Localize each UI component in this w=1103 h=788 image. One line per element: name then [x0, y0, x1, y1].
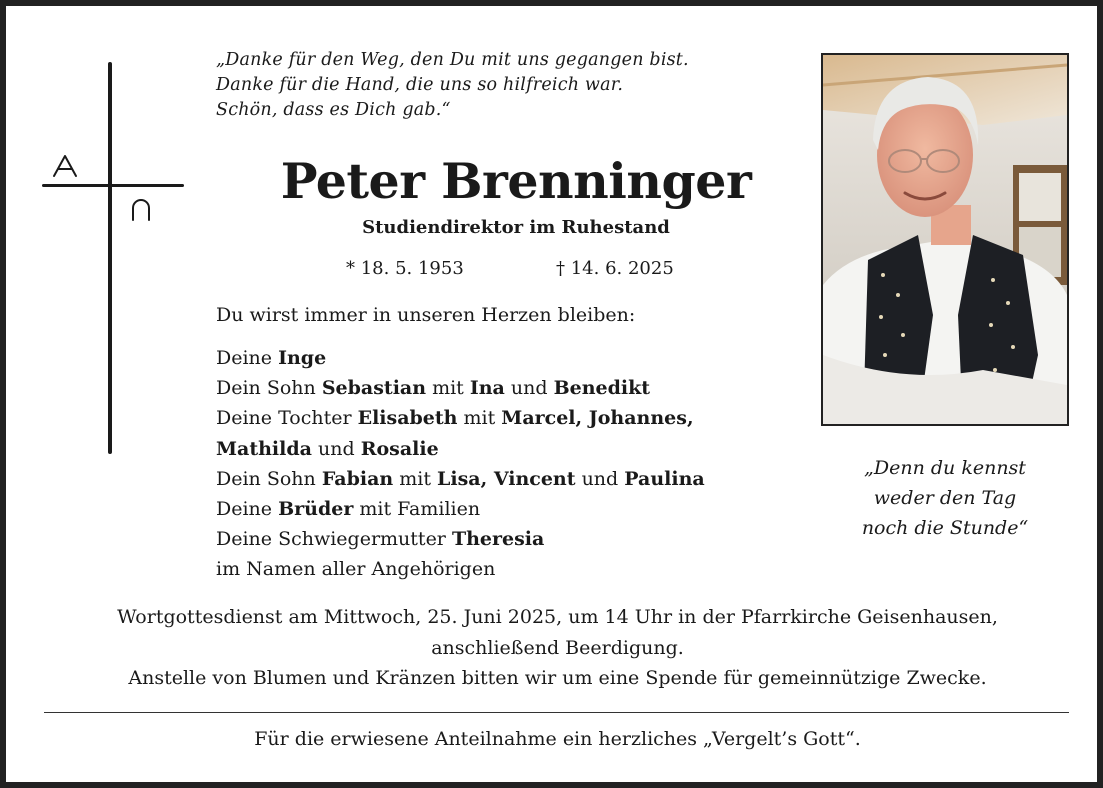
side-quote-line: „Denn du kennst	[864, 457, 1026, 479]
mourner-text: mit	[457, 407, 502, 430]
quote-line: Schön, dass es Dich gab.“	[216, 100, 451, 120]
portrait-image	[823, 55, 1067, 424]
mourner-text: mit	[393, 467, 438, 490]
mourners-intro: Du wirst immer in unseren Herzen bleiben:	[216, 304, 636, 326]
thanks-line: Für die erwiesene Anteilnahme ein herzliches „Vergelt’s Gott“.	[254, 728, 861, 750]
mourner-name: Brüder	[278, 498, 354, 521]
mourner-name: Rosalie	[360, 437, 439, 460]
mourner-line	[216, 343, 816, 373]
mourner-name: Elisabeth	[357, 407, 458, 430]
mourner-text: mit Familien	[353, 498, 481, 521]
mourner-text: Dein Sohn	[216, 377, 322, 400]
mourner-text: Deine Tochter	[216, 407, 358, 430]
mourners-list	[216, 343, 816, 585]
deceased-title: Studiendirektor im Ruhestand	[362, 217, 670, 238]
quote-line: Danke für die Hand, die uns so hilfreich war.	[216, 75, 624, 95]
opening-quote	[216, 48, 689, 123]
mourner-line	[216, 554, 816, 584]
death-date: † 14. 6. 2025	[556, 258, 674, 279]
cross-icon	[108, 62, 112, 454]
mourner-name: Marcel, Johannes,	[501, 407, 694, 430]
side-quote-line: weder den Tag	[873, 487, 1017, 509]
alpha-icon	[52, 154, 78, 178]
mourner-name: Theresia	[451, 528, 545, 551]
mourner-name: Sebastian	[321, 377, 427, 400]
birth-date: * 18. 5. 1953	[346, 258, 464, 279]
mourner-name: Paulina	[624, 467, 705, 490]
mourner-name: Inge	[278, 347, 327, 369]
service-line: Wortgottesdienst am Mittwoch, 25. Juni 2025, um 14 Uhr in der Pfarrkirche Geisenhausen,	[117, 606, 998, 628]
mourner-text: mit	[426, 377, 470, 400]
mourner-name: Benedikt	[553, 377, 651, 400]
quote-line: „Danke für den Weg, den Du mit uns gegangen bist.	[216, 50, 689, 70]
mourner-text: und	[504, 377, 554, 400]
side-quote	[821, 453, 1069, 543]
service-line: anschließend Beerdigung.	[431, 636, 684, 659]
divider	[44, 712, 1069, 713]
cross-bar	[42, 184, 184, 187]
service-line: Anstelle von Blumen und Kränzen bitten wir um eine Spende für gemeinnützige Zwecke.	[128, 667, 987, 689]
mourner-text: und	[575, 467, 625, 490]
deceased-name: Peter Brenninger	[280, 152, 752, 210]
mourner-text: Deine	[216, 498, 279, 521]
mourner-text: und	[311, 437, 361, 460]
mourner-name: Ina	[469, 377, 505, 400]
mourner-line	[216, 524, 816, 554]
mourner-name: Fabian	[321, 467, 394, 490]
service-info	[26, 602, 1089, 694]
portrait-photo	[821, 53, 1069, 426]
mourner-text: Deine	[216, 347, 279, 369]
mourner-line	[216, 373, 816, 403]
mourner-line	[216, 403, 816, 433]
mourner-text: im Namen aller Angehörigen	[216, 558, 496, 581]
mourner-text: Dein Sohn	[216, 467, 322, 490]
mourner-name: Lisa, Vincent	[437, 467, 576, 490]
mourner-line	[216, 434, 816, 464]
omega-icon	[130, 198, 152, 222]
mourner-name: Mathilda	[216, 437, 312, 460]
mourner-line	[216, 494, 816, 524]
side-quote-line: noch die Stunde“	[861, 517, 1029, 539]
mourner-text: Deine Schwiegermutter	[216, 528, 452, 551]
mourner-line	[216, 464, 816, 494]
